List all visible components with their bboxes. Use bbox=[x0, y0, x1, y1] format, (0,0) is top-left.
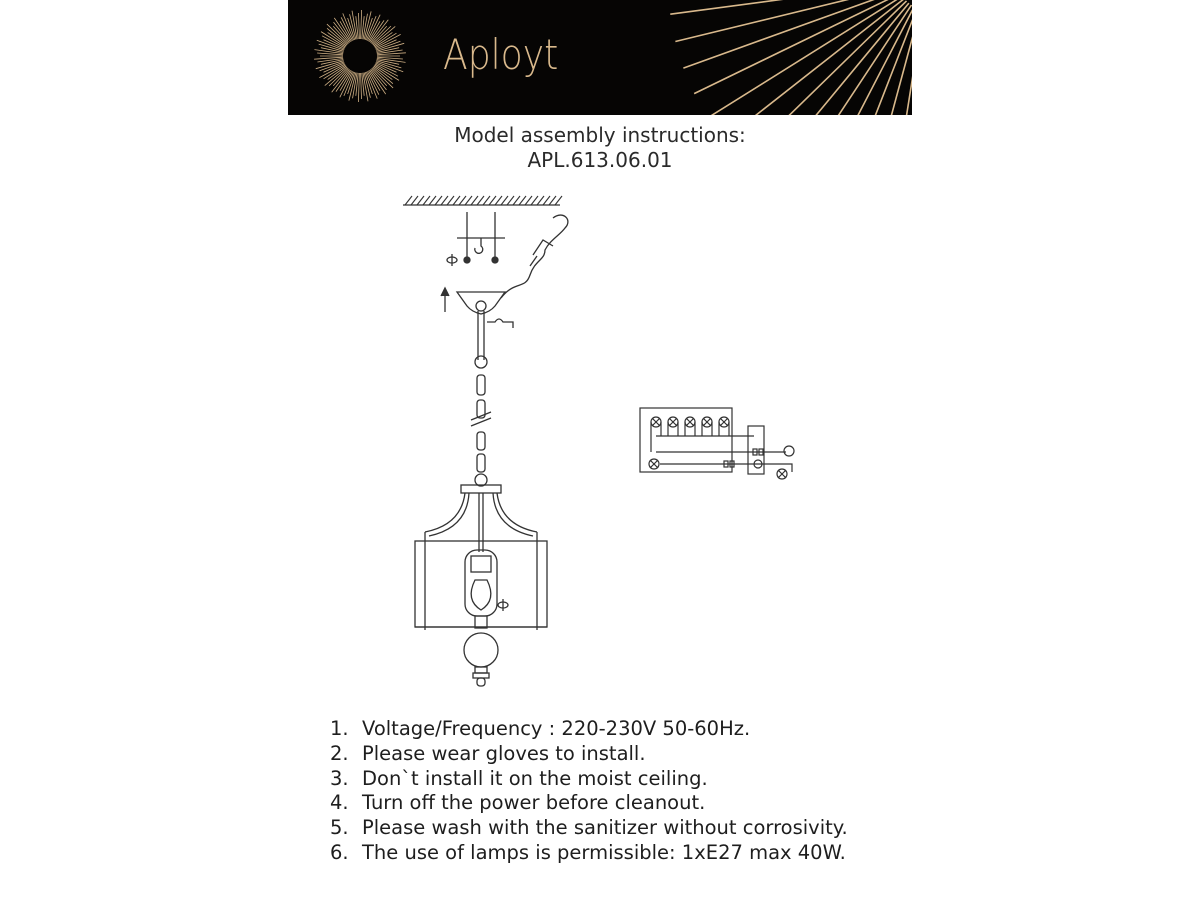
page-title: Model assembly instructions: bbox=[454, 123, 746, 147]
ground-screw-icon bbox=[487, 319, 513, 328]
list-item: 5. Please wash with the sanitizer without corrosivity. bbox=[330, 816, 848, 840]
list-item: 4. Turn off the power before cleanout. bbox=[330, 791, 706, 815]
bulb-icon bbox=[471, 580, 491, 610]
model-number: APL.613.06.01 bbox=[527, 148, 673, 172]
ground-terminal-icon bbox=[777, 469, 787, 479]
list-item: 3. Don`t install it on the moist ceiling. bbox=[330, 766, 708, 790]
mounting-screws-icon bbox=[457, 212, 505, 263]
assembly-drawing bbox=[395, 180, 595, 700]
brand-logo: Aployt bbox=[443, 30, 559, 79]
supply-wire bbox=[501, 215, 568, 298]
wiring-diagram bbox=[636, 404, 806, 484]
live-terminal-icon bbox=[784, 446, 794, 456]
sun-logo-center bbox=[345, 41, 375, 71]
arrow-up-icon bbox=[441, 288, 449, 312]
note-text: Please wash with the sanitizer without corrosivity. bbox=[362, 816, 848, 840]
note-text: Turn off the power before cleanout. bbox=[362, 791, 706, 815]
finial-ball bbox=[464, 633, 498, 667]
chain bbox=[471, 356, 491, 486]
brand-banner bbox=[288, 0, 912, 115]
note-text: Please wear gloves to install. bbox=[362, 741, 646, 765]
rotate-icon bbox=[447, 254, 457, 266]
canopy-ring bbox=[476, 301, 486, 311]
instructions-list bbox=[330, 717, 848, 866]
list-item: 1. Voltage/Frequency : 220-230V 50-60Hz. bbox=[330, 717, 751, 740]
sunburst-decoration bbox=[288, 0, 912, 115]
note-text: The use of lamps is permissible: 1xE27 max 40W. bbox=[362, 840, 846, 864]
list-item: 6. The use of lamps is permissible: 1xE27 max 40W. bbox=[330, 840, 846, 864]
ceiling-hatch bbox=[405, 196, 562, 205]
lamp-bottom-icon bbox=[649, 459, 659, 469]
lantern-body bbox=[415, 485, 547, 686]
note-text: Don`t install it on the moist ceiling. bbox=[362, 766, 708, 790]
list-item: 2. Please wear gloves to install. bbox=[330, 741, 646, 765]
note-text: Voltage/Frequency : 220-230V 50-60Hz. bbox=[362, 717, 751, 740]
rotate-icon bbox=[498, 599, 508, 611]
sun-rays-decoration bbox=[668, 0, 912, 115]
bulb-holder bbox=[465, 550, 497, 616]
